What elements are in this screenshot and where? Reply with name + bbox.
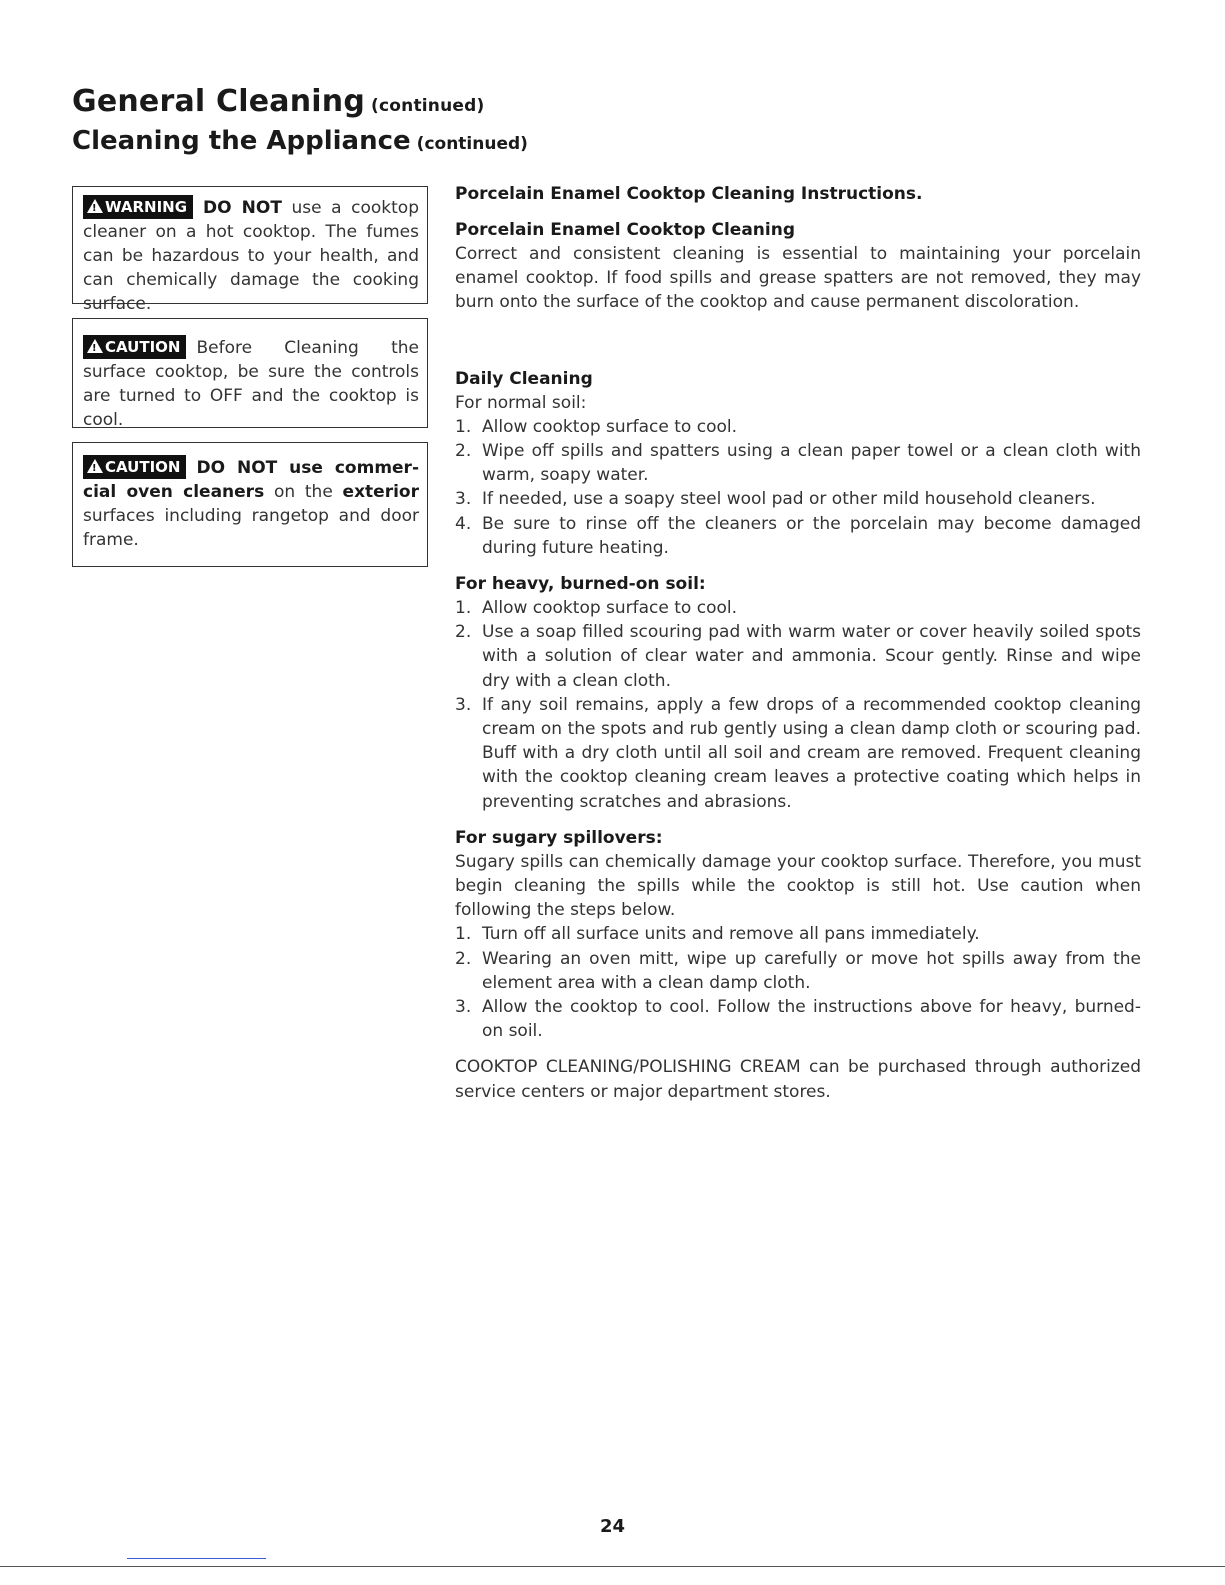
page-number: 24 (599, 1516, 626, 1537)
main-column (455, 182, 1141, 1104)
list-item: 1. Allow cooktop surface to cool. (455, 598, 738, 619)
sugary-heading: For sugary spillovers: (455, 827, 663, 848)
section-heading: Porcelain Enamel Cooktop Cleaning Instructions. (455, 184, 923, 204)
list-item: 1. Turn off all surface units and remove all pans immediately. (455, 924, 980, 945)
warning-triangle-icon: ! (87, 196, 105, 218)
caution-badge: ! CAUTION (83, 335, 186, 359)
caution-triangle-icon: ! (87, 336, 105, 358)
list-item: 4. Be sure to rinse off the cleaners or the porcelain may become damaged during future heating. (455, 513, 1141, 558)
heavy-steps (455, 596, 1141, 814)
page-title: General Cleaning (continued) (72, 84, 485, 119)
sugary-steps (455, 922, 1141, 1043)
list-item: 2. Wipe off spills and spatters using a clean paper towel or a clean cloth with warm, soapy water. (455, 441, 1141, 486)
list-item: 2. Use a soap filled scouring pad with warm water or cover heavily soiled spots with a solution of clear water and ammonia. Scour gently. Rinse and wipe dry with a clean cloth. (455, 622, 1141, 691)
warning-badge: ! WARNING (83, 195, 193, 219)
footer-note: COOKTOP CLEANING/POLISHING CREAM can be purchased through authorized service centers or major department stores. (455, 1057, 1141, 1102)
page-subtitle: Cleaning the Appliance (continued) (72, 126, 528, 156)
daily-steps (455, 415, 1141, 560)
list-item: 3. If needed, use a soapy steel wool pad or other mild household cleaners. (455, 489, 1096, 510)
sugary-intro: Sugary spills can chemically damage your cooktop surface. Therefore, you must begin cleaning the spills while the cooktop is still hot. Use caution when following the steps below. (455, 851, 1141, 921)
caution-triangle-icon: ! (87, 456, 105, 478)
porcelain-heading: Porcelain Enamel Cooktop Cleaning (455, 220, 795, 240)
divider-bottom (0, 1566, 1225, 1567)
warning-box: ! WARNING DO NOT use a cooktop cleaner on a hot cooktop. The fumes can be hazardous to your health, and can chemically damage the cooking surface. (72, 186, 428, 304)
list-item: 2. Wearing an oven mitt, wipe up carefully or move hot spills away from the element area with a clean damp cloth. (455, 948, 1141, 993)
divider-blue (127, 1558, 266, 1559)
list-item: 3. Allow the cooktop to cool. Follow the instructions above for heavy, burned-on soil. (455, 997, 1141, 1042)
list-item: 3. If any soil remains, apply a few drops of a recommended cooktop cleaning cream on the spots and rub gently using a clean damp cloth or scouring pad. Buff with a dry cloth until all soil and cream are removed. Frequent cleaning with the cooktop cleaning cream leaves a protective coating which helps in preventing scratches and abrasions. (455, 694, 1141, 812)
daily-heading: Daily Cleaning (455, 368, 593, 389)
daily-intro: For normal soil: (455, 392, 587, 413)
heavy-heading: For heavy, burned-on soil: (455, 574, 706, 595)
caution-badge: ! CAUTION (83, 455, 186, 479)
list-item: 1. Allow cooktop surface to cool. (455, 416, 738, 437)
porcelain-body: Correct and consistent cleaning is essential to maintaining your porcelain enamel cooktop. If food spills and grease spatters are not removed, they may burn onto the surface of the cooktop and cause permanent discoloration. (455, 244, 1141, 313)
caution-box-oven-cleaners: ! CAUTION DO NOT use commer-cial oven cleaners on the exterior surfaces including rangetop and door frame. (72, 442, 428, 567)
caution-box-controls: ! CAUTION Before Cleaning the surface cooktop, be sure the controls are turned to OFF and the cooktop is cool. (72, 318, 428, 428)
